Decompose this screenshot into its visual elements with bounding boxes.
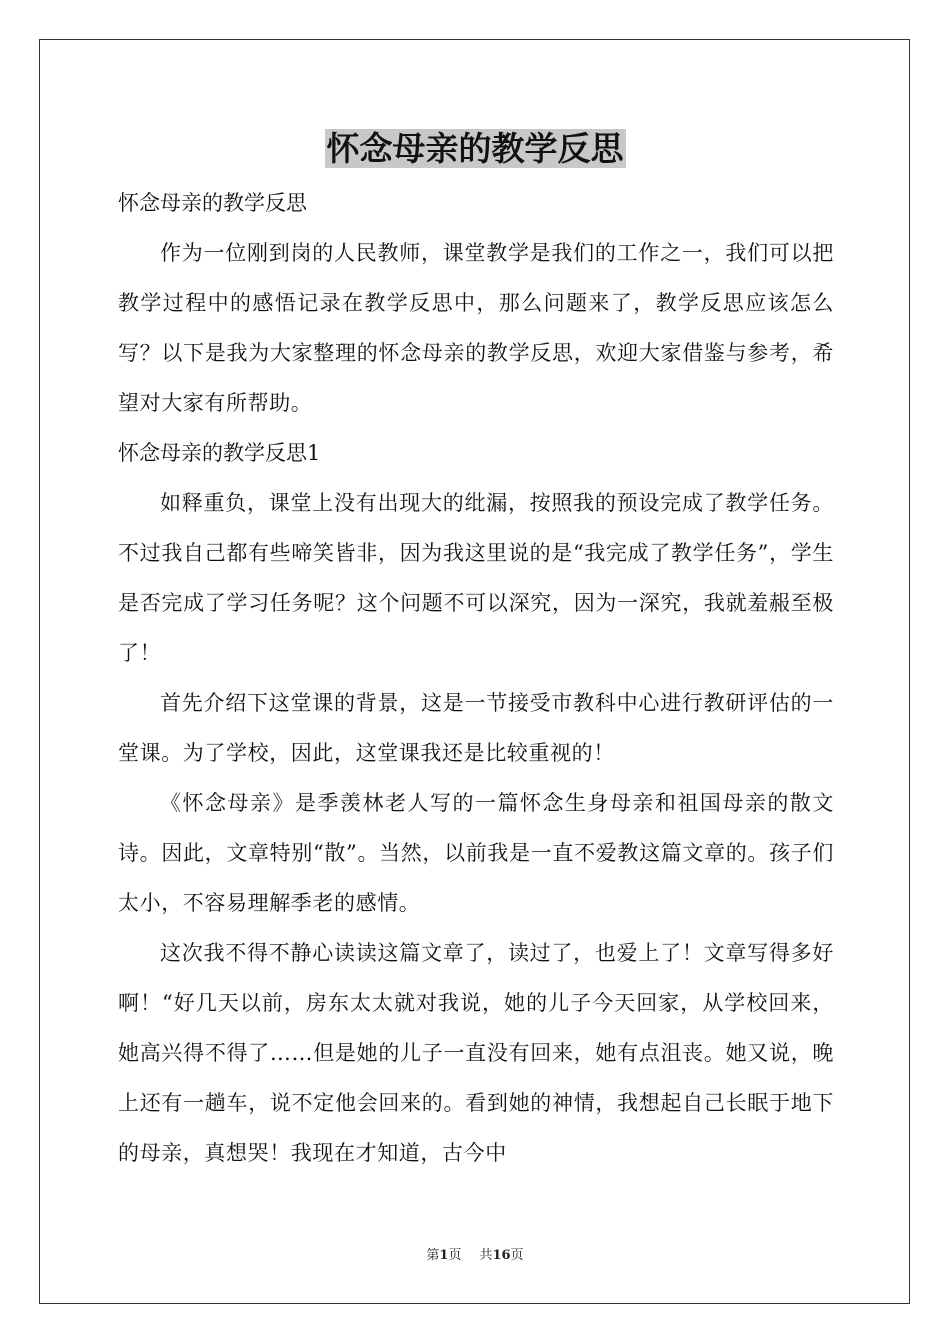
section-heading: 怀念母亲的教学反思1	[118, 441, 321, 465]
paragraph-4: 这次我不得不静心读读这篇文章了，读过了，也爱上了！文章写得多好啊！“好几天以前，房东太太就对我说，她的儿子今天回家，从学校回来，她高兴得不得了……但是她的儿子一直没有回来，她有点沮丧。她又说，晚上还有一趟车，说不定他会回来的。看到她的神情，我想起自己长眠于地下的母亲，真想哭！我现在才知道，古今中	[118, 941, 834, 1165]
paragraph-2: 首先介绍下这堂课的背景，这是一节接受市教科中心进行教研评估的一堂课。为了学校，因此，这堂课我还是比较重视的！	[118, 691, 834, 765]
page-suffix: 页	[448, 1248, 462, 1263]
total-prefix: 共	[479, 1248, 493, 1263]
page-total: 16	[492, 1248, 511, 1263]
paragraph-1: 如释重负，课堂上没有出现大的纰漏，按照我的预设完成了教学任务。不过我自己都有些啼笑皆非，因为我这里说的是“我完成了教学任务”，学生是否完成了学习任务呢？这个问题不可以深究，因为一深究，我就羞赧至极了！	[118, 491, 834, 665]
page-footer	[0, 1246, 950, 1266]
page-prefix: 第	[426, 1248, 440, 1263]
document-body	[118, 178, 834, 1178]
document-title	[0, 126, 950, 172]
document-subtitle: 怀念母亲的教学反思	[118, 191, 307, 215]
paragraph-3: 《怀念母亲》是季羡林老人写的一篇怀念生身母亲和祖国母亲的散文诗。因此，文章特别“散”。当然，以前我是一直不爱教这篇文章的。孩子们太小，不容易理解季老的感情。	[118, 791, 834, 915]
document-title-text: 怀念母亲的教学反思	[326, 129, 624, 168]
page-current: 1	[439, 1248, 449, 1263]
total-suffix: 页	[510, 1248, 524, 1263]
intro-paragraph: 作为一位刚到岗的人民教师，课堂教学是我们的工作之一，我们可以把教学过程中的感悟记录在教学反思中，那么问题来了，教学反思应该怎么写？以下是我为大家整理的怀念母亲的教学反思，欢迎大家借鉴与参考，希望对大家有所帮助。	[118, 241, 834, 415]
